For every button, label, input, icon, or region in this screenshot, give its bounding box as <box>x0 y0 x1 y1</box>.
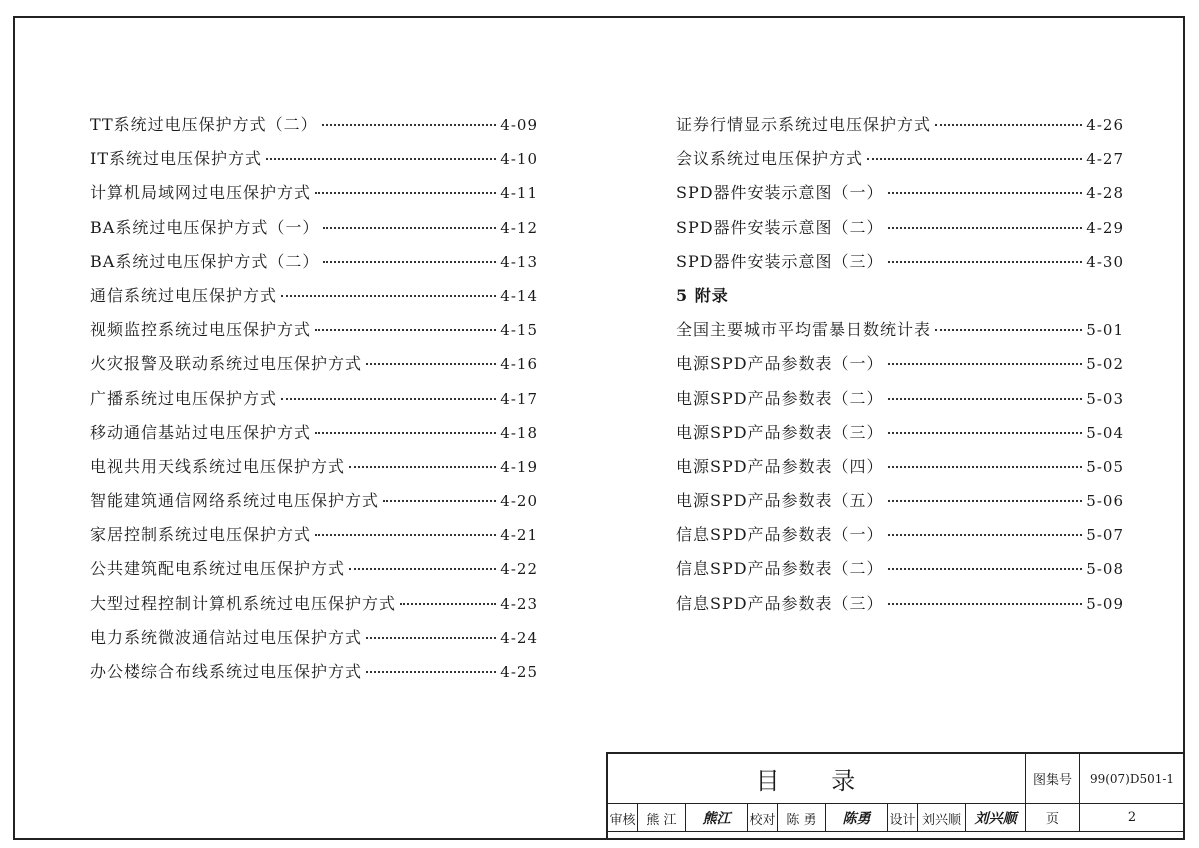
toc-leader-dots <box>281 295 496 297</box>
toc-entry-page: 4-09 <box>500 116 538 134</box>
toc-entry-title: 广播系统过电压保护方式 <box>90 388 278 408</box>
toc-leader-dots <box>323 261 496 263</box>
toc-entry <box>676 215 1124 249</box>
toc-entry <box>676 249 1124 283</box>
toc-entry-page: 5-04 <box>1086 423 1124 442</box>
toc-entry-title: 信息SPD产品参数表（三） <box>676 593 884 613</box>
check-name: 陈 勇 <box>778 804 826 832</box>
toc-entry-title: 电力系统微波通信站过电压保护方式 <box>90 627 363 647</box>
design-name: 刘兴顺 <box>918 804 966 832</box>
review-signature: 熊江 <box>686 804 748 832</box>
toc-entry-title: 信息SPD产品参数表（一） <box>676 525 884 545</box>
toc-entry-title: 电源SPD产品参数表（二） <box>676 388 884 408</box>
toc-entry <box>676 556 1124 590</box>
toc-entry <box>90 351 538 385</box>
toc-entry <box>90 112 538 146</box>
toc-entry-page: 4-28 <box>1086 184 1124 203</box>
toc-entry-title: 移动通信基站过电压保护方式 <box>90 422 312 442</box>
toc-leader-dots <box>888 534 1083 536</box>
toc-leader-dots <box>400 603 496 605</box>
signature-row <box>608 804 1026 832</box>
title-block <box>606 752 1185 840</box>
design-label: 设计 <box>888 804 918 832</box>
toc-entry <box>90 556 538 590</box>
toc-entry <box>676 112 1124 146</box>
toc-entry-title: SPD器件安装示意图（一） <box>676 183 884 203</box>
toc-leader-dots <box>315 329 496 331</box>
toc-entry-title: 证券行情显示系统过电压保护方式 <box>676 115 932 134</box>
toc-leader-dots <box>888 398 1083 400</box>
toc-leader-dots <box>935 329 1082 331</box>
toc-entry <box>676 146 1124 180</box>
toc-leader-dots <box>935 124 1082 126</box>
toc-entry-title: 信息SPD产品参数表（二） <box>676 559 884 579</box>
toc-entry <box>676 420 1124 454</box>
toc-entry-title: 办公楼综合布线系统过电压保护方式 <box>90 662 363 681</box>
toc-entry-page: 4-19 <box>500 457 538 476</box>
toc-entry <box>90 180 538 214</box>
toc-leader-dots <box>888 432 1083 434</box>
toc-leader-dots <box>888 261 1083 263</box>
atlas-label: 图集号 <box>1026 754 1080 804</box>
toc-entry-title: 电源SPD产品参数表（三） <box>676 422 884 442</box>
toc-leader-dots <box>315 432 496 434</box>
toc-entry <box>90 591 538 625</box>
toc-leader-dots <box>888 192 1083 194</box>
toc-entry <box>676 386 1124 420</box>
toc-entry <box>90 215 538 249</box>
toc-entry <box>90 420 538 454</box>
toc-entry-page: 4-16 <box>500 355 538 374</box>
toc-entry-page: 4-30 <box>1086 252 1124 271</box>
toc-entry-page: 4-10 <box>500 150 538 169</box>
toc-entry <box>676 317 1124 351</box>
toc-leader-dots <box>315 192 496 194</box>
toc-entry-title: 电源SPD产品参数表（五） <box>676 491 884 511</box>
toc-entry-title: 智能建筑通信网络系统过电压保护方式 <box>90 491 380 511</box>
toc-entry-page: 4-20 <box>500 492 538 511</box>
toc-entry-page: 5-09 <box>1086 594 1124 613</box>
toc-entry-title: 视频监控系统过电压保护方式 <box>90 320 312 340</box>
toc-entry <box>90 146 538 180</box>
check-label: 校对 <box>748 804 778 832</box>
toc-entry-title: BA系统过电压保护方式（二） <box>90 251 320 271</box>
toc-entry-title: SPD器件安装示意图（二） <box>676 217 884 237</box>
toc-entry <box>90 454 538 488</box>
toc-entry <box>676 351 1124 385</box>
toc-leader-dots <box>888 227 1083 229</box>
review-name: 熊 江 <box>638 804 686 832</box>
toc-left-column <box>90 112 538 693</box>
toc-entry-title: 计算机局域网过电压保护方式 <box>90 183 312 203</box>
toc-leader-dots <box>349 568 496 570</box>
toc-entry-title: 电视共用天线系统过电压保护方式 <box>90 456 346 476</box>
toc-leader-dots <box>366 637 496 639</box>
toc-entry-title: 家居控制系统过电压保护方式 <box>90 525 312 545</box>
toc-entry-title: 大型过程控制计算机系统过电压保护方式 <box>90 593 397 613</box>
toc-entry <box>90 283 538 317</box>
toc-leader-dots <box>281 398 496 400</box>
toc-leader-dots <box>383 500 496 502</box>
page-label: 页 <box>1026 804 1080 832</box>
toc-entry-page: 4-22 <box>500 560 538 579</box>
toc-entry-page: 4-17 <box>500 389 538 408</box>
toc-leader-dots <box>322 124 497 126</box>
toc-entry-page: 4-14 <box>500 286 538 305</box>
toc-entry-title: 电源SPD产品参数表（一） <box>676 354 884 374</box>
toc-leader-dots <box>888 500 1083 502</box>
toc-leader-dots <box>315 534 496 536</box>
toc-entry-title: IT系统过电压保护方式 <box>90 149 262 169</box>
toc-entry-page: 4-27 <box>1086 150 1124 169</box>
check-signature: 陈勇 <box>826 804 888 832</box>
toc-entry-page: 5-08 <box>1086 560 1124 579</box>
toc-entry <box>90 625 538 659</box>
toc-entry-title: TT系统过电压保护方式（二） <box>90 115 318 134</box>
section-heading: 5 附录 <box>676 285 729 305</box>
toc-leader-dots <box>349 466 496 468</box>
toc-entry-title: 全国主要城市平均雷暴日数统计表 <box>676 320 932 340</box>
toc-entry <box>676 180 1124 214</box>
toc-entry-title: 公共建筑配电系统过电压保护方式 <box>90 559 346 579</box>
toc-entry <box>90 317 538 351</box>
toc-leader-dots <box>266 158 496 160</box>
toc-entry-title: BA系统过电压保护方式（一） <box>90 217 320 237</box>
toc-entry-title: 会议系统过电压保护方式 <box>676 149 864 169</box>
toc-leader-dots <box>323 227 496 229</box>
toc-entry-title: 电源SPD产品参数表（四） <box>676 456 884 476</box>
toc-leader-dots <box>888 603 1083 605</box>
toc-entry <box>90 522 538 556</box>
toc-entry-title: SPD器件安装示意图（三） <box>676 251 884 271</box>
toc-entry-title: 火灾报警及联动系统过电压保护方式 <box>90 354 363 374</box>
toc-entry-page: 4-15 <box>500 321 538 340</box>
toc-entry-page: 4-21 <box>500 526 538 545</box>
toc-entry-page: 4-11 <box>500 184 538 203</box>
toc-entry-page: 4-29 <box>1086 218 1124 237</box>
toc-entry <box>90 488 538 522</box>
toc-entry-page: 4-23 <box>500 594 538 613</box>
toc-leader-dots <box>366 363 496 365</box>
toc-entry <box>676 454 1124 488</box>
toc-leader-dots <box>888 568 1083 570</box>
toc-entry-page: 4-12 <box>500 218 538 237</box>
toc-entry <box>90 386 538 420</box>
toc-entry-page: 4-18 <box>500 423 538 442</box>
toc-entry-page: 5-06 <box>1086 492 1124 511</box>
toc-leader-dots <box>888 466 1083 468</box>
toc-entry-page: 5-03 <box>1086 389 1124 408</box>
review-label: 审核 <box>608 804 638 832</box>
toc-entry <box>676 283 1124 317</box>
toc-entry-page: 5-02 <box>1086 355 1124 374</box>
toc-entry <box>676 488 1124 522</box>
toc-entry <box>676 591 1124 625</box>
toc-entry-title: 通信系统过电压保护方式 <box>90 285 278 305</box>
toc-entry <box>90 659 538 693</box>
toc-entry-page: 5-07 <box>1086 526 1124 545</box>
toc-entry <box>90 249 538 283</box>
toc-entry-page: 4-24 <box>500 628 538 647</box>
toc-entry-page: 5-05 <box>1086 457 1124 476</box>
toc-entry-page: 4-13 <box>500 252 538 271</box>
page-number: 2 <box>1080 804 1185 832</box>
design-signature: 刘兴顺 <box>966 804 1026 832</box>
toc-entry <box>676 522 1124 556</box>
toc-leader-dots <box>867 158 1082 160</box>
toc-entry-page: 4-25 <box>500 663 538 681</box>
atlas-number: 99(07)D501-1 <box>1080 754 1185 804</box>
toc-entry-page: 5-01 <box>1086 321 1124 340</box>
sheet-title: 目 录 <box>608 754 1026 804</box>
toc-leader-dots <box>888 363 1083 365</box>
toc-entry-page: 4-26 <box>1086 116 1124 134</box>
toc-leader-dots <box>366 671 496 673</box>
toc-right-column <box>676 112 1124 625</box>
